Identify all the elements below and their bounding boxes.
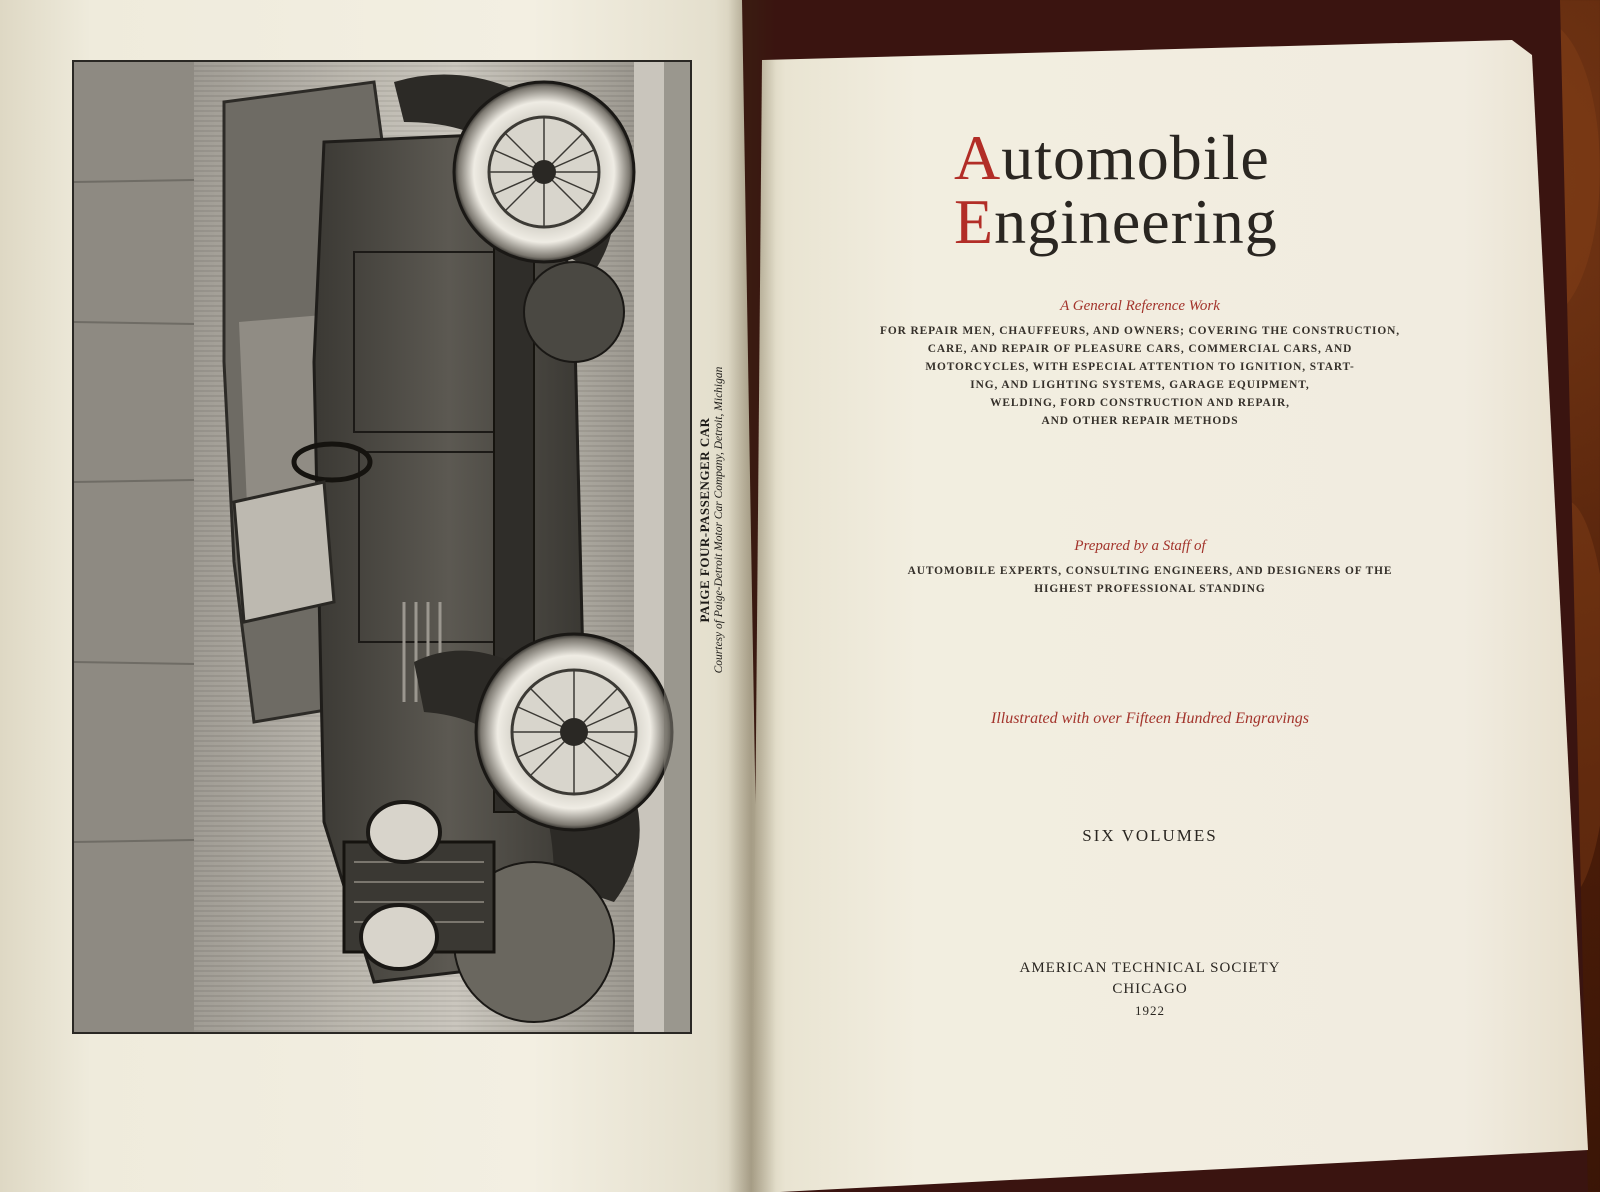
volume-count: SIX VOLUMES — [1082, 826, 1218, 845]
book-gutter — [728, 0, 776, 1192]
subtitle: A General Reference Work — [1060, 298, 1220, 314]
publisher-city: CHICAGO — [1112, 981, 1188, 997]
description-line: ING, AND LIGHTING SYSTEMS, GARAGE EQUIPMENT, — [970, 379, 1310, 391]
title-word-automobile: utomobile — [1001, 122, 1270, 193]
illustrated-note: Illustrated with over Fifteen Hundred Engravings — [990, 710, 1310, 727]
car-illustration — [74, 62, 690, 1032]
prepared-by: Prepared by a Staff of — [1074, 538, 1206, 554]
description-line: FOR REPAIR MEN, CHAUFFEURS, AND OWNERS; COVERING THE CONSTRUCTION, — [879, 325, 1401, 337]
title-line-2 — [954, 186, 1278, 257]
description-line: WELDING, FORD CONSTRUCTION AND REPAIR, — [990, 397, 1290, 409]
publication-year: 1922 — [1135, 1003, 1165, 1018]
title-word-engineering: ngineering — [994, 186, 1278, 257]
title-initial-e: E — [954, 186, 995, 257]
caption-title: PAIGE FOUR-PASSENGER CAR — [696, 417, 712, 623]
title-initial-a: A — [954, 122, 1002, 193]
description-line: AND OTHER REPAIR METHODS — [1041, 415, 1239, 427]
title-line-1 — [954, 122, 1270, 193]
description-line: CARE, AND REPAIR OF PLEASURE CARS, COMMERCIAL CARS, AND — [927, 343, 1353, 355]
description-line: MOTORCYCLES, WITH ESPECIAL ATTENTION TO IGNITION, START- — [925, 361, 1355, 373]
staff-line: AUTOMOBILE EXPERTS, CONSULTING ENGINEERS, AND DESIGNERS OF THE — [907, 565, 1393, 577]
staff-block — [830, 562, 1470, 598]
publisher-block — [870, 958, 1430, 1021]
staff-line: HIGHEST PROFESSIONAL STANDING — [1034, 583, 1266, 595]
description-block — [830, 322, 1450, 430]
car-photograph — [72, 60, 692, 1034]
caption-credit: Courtesy of Paige-Detroit Motor Car Company, Detroit, Michigan — [712, 366, 725, 674]
publisher-name: AMERICAN TECHNICAL SOCIETY — [1019, 960, 1281, 976]
